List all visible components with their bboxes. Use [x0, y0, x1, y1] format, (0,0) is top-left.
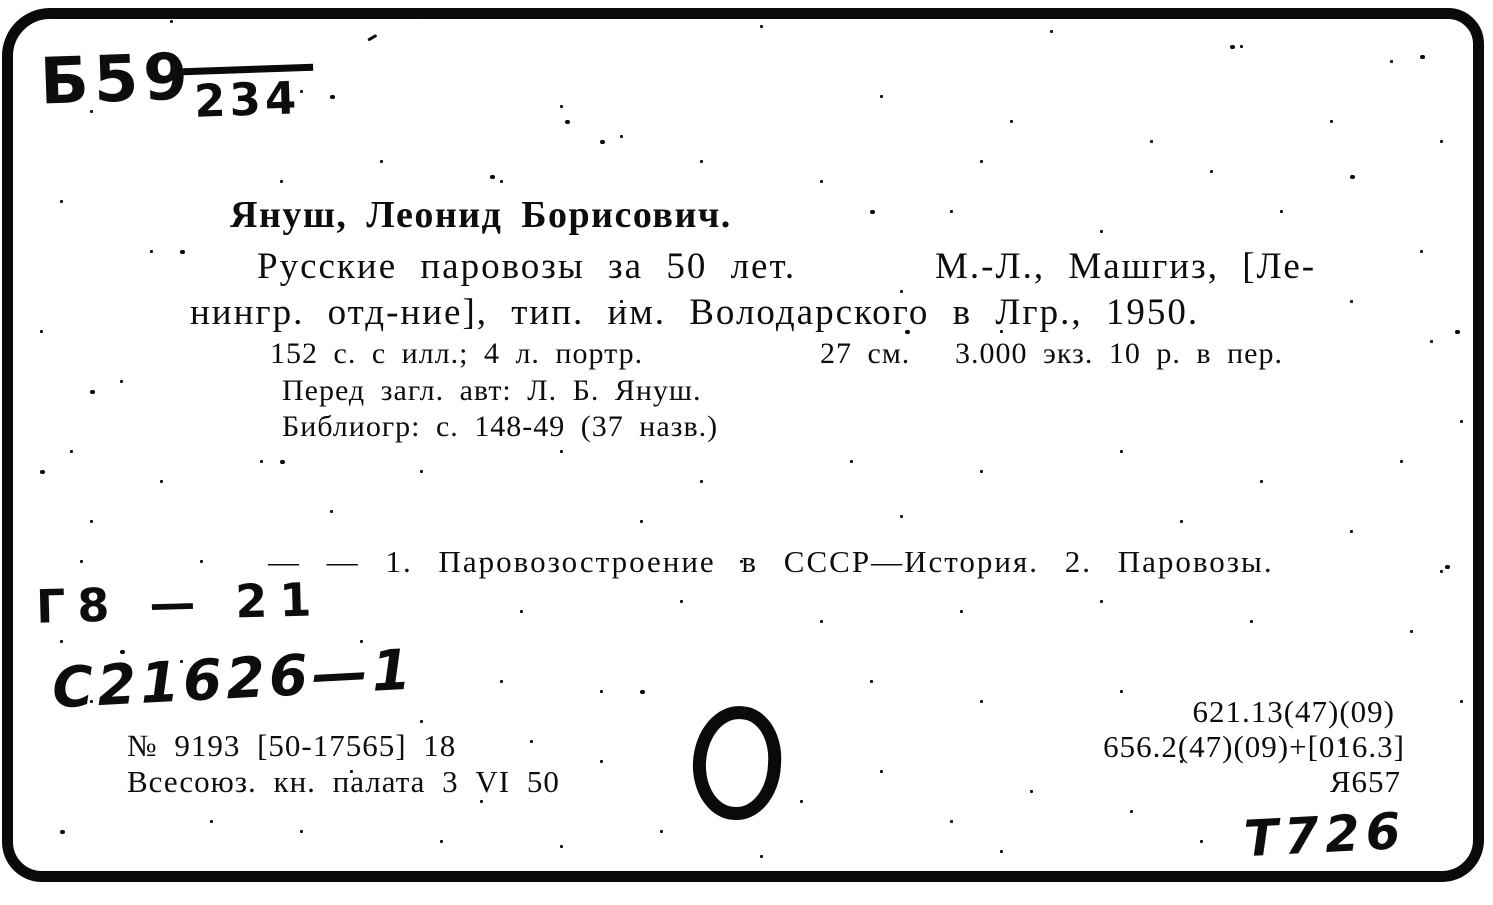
imprint-start: М.-Л., Машгиз, [Ле-	[935, 246, 1317, 287]
registry-record-number: № 9193 [50-17565] 18	[127, 728, 457, 763]
call-number-class: Б59	[38, 40, 195, 120]
collation: 152 с. с илл.; 4 л. портр.	[270, 337, 644, 370]
book-chamber-line: Всесоюз. кн. палата 3 VI 50	[127, 764, 560, 799]
handwritten-accession-note: С21626—1	[50, 637, 417, 722]
author-mark: Я657	[1329, 764, 1401, 799]
print-run-price: 3.000 экз. 10 р. в пер.	[955, 337, 1283, 370]
handwritten-shelf-mark: Т726	[1242, 801, 1408, 869]
note-bibliography: Библиогр: с. 148-49 (37 назв.)	[282, 410, 719, 443]
note-author: Перед загл. авт: Л. Б. Януш.	[282, 374, 702, 407]
call-number-cutter: 234	[183, 64, 315, 125]
udc-number-1: 621.13(47)(09)	[1192, 694, 1395, 729]
format-size: 27 см.	[820, 337, 911, 370]
subject-tracings: — — 1. Паровозостроение в СССР—История. 2. Паровозы.	[268, 544, 1274, 579]
handwritten-upper-note: Г8 — 21	[35, 572, 325, 634]
author-heading: Януш, Леонид Борисович.	[230, 194, 732, 236]
imprint-continued: нингр. отд-ние], тип. им. Володарского в Лгр., 1950.	[190, 292, 1200, 333]
classification-block	[1103, 694, 1405, 799]
scan-noise-streaks	[0, 0, 10, 5]
udc-number-2: 656.2(47)(09)+[016.3]	[1103, 729, 1405, 764]
title-statement: Русские паровозы за 50 лет.	[257, 246, 797, 287]
